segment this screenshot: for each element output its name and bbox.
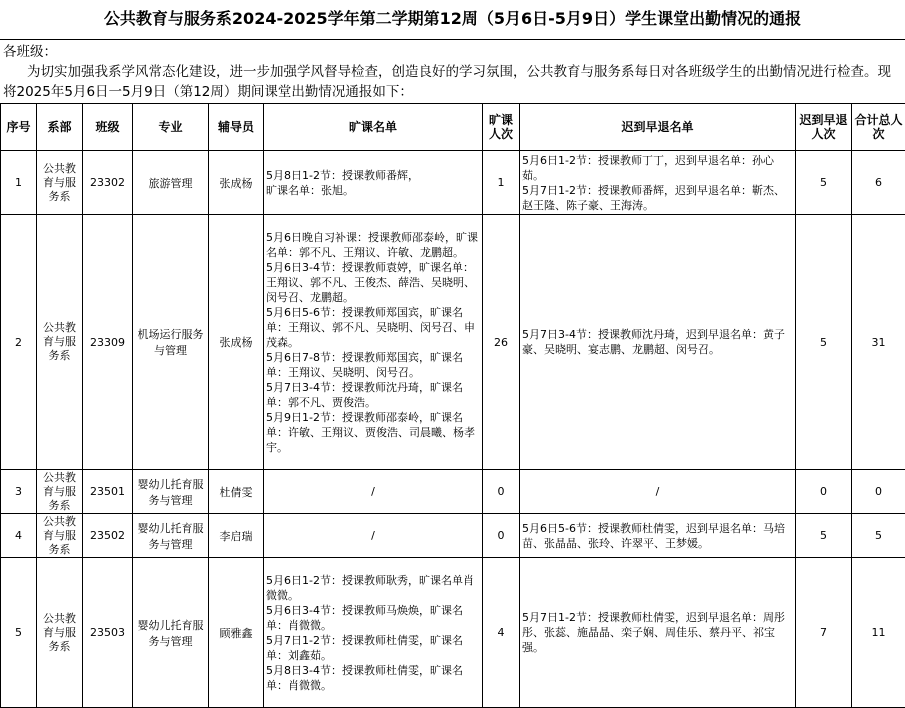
row-absent-list-cell bbox=[264, 215, 483, 470]
row-absent-count-cell: 1 bbox=[483, 151, 520, 215]
row-absent-list-line: 5月6日5-6节：授课教师郑国宾，旷课名单：王翔议、郭不凡、吴晓明、闵号召、申茂森。 bbox=[266, 305, 480, 350]
row-total-cell: 11 bbox=[852, 558, 905, 708]
row-absent-list-cell bbox=[264, 470, 483, 514]
header-late-count: 迟到早退人次 bbox=[796, 104, 852, 151]
row-class-cell: 23302 bbox=[83, 151, 133, 215]
table-body bbox=[1, 151, 905, 708]
table-row bbox=[1, 558, 905, 708]
row-dept-cell: 公共教育与服务系 bbox=[37, 470, 83, 514]
header-major: 专业 bbox=[133, 104, 209, 151]
header-late-list: 迟到早退名单 bbox=[520, 104, 796, 151]
row-major-cell: 婴幼儿托育服务与管理 bbox=[133, 514, 209, 558]
row-absent-list-cell bbox=[264, 151, 483, 215]
row-absent-list-line: 5月6日晚自习补课：授课教师邵泰岭，旷课名单：郭不凡、王翔议、许敏、龙鹏超。 bbox=[266, 230, 480, 260]
row-major-cell: 婴幼儿托育服务与管理 bbox=[133, 470, 209, 514]
row-absent-list-line: 5月8日3-4节：授课教师杜倩雯，旷课名单：肖微微。 bbox=[266, 663, 480, 693]
row-absent-count-cell: 4 bbox=[483, 558, 520, 708]
header-total: 合计总人次 bbox=[852, 104, 905, 151]
header-counselor: 辅导员 bbox=[209, 104, 264, 151]
attendance-table bbox=[0, 103, 905, 708]
row-absent-list-line: / bbox=[266, 485, 480, 498]
row-late-list-cell bbox=[520, 514, 796, 558]
table-row bbox=[1, 151, 905, 215]
row-total-cell: 5 bbox=[852, 514, 905, 558]
row-late-list-cell bbox=[520, 215, 796, 470]
row-absent-list-line: 5月9日1-2节：授课教师邵泰岭，旷课名单：许敏、王翔议、贾俊浩、司晨曦、杨孝宇。 bbox=[266, 410, 480, 455]
row-major-cell: 机场运行服务与管理 bbox=[133, 215, 209, 470]
row-seq-cell: 4 bbox=[1, 514, 37, 558]
row-counselor-cell: 张成杨 bbox=[209, 215, 264, 470]
row-late-count-cell: 5 bbox=[796, 151, 852, 215]
row-absent-list-line: / bbox=[266, 529, 480, 542]
row-late-count-cell: 0 bbox=[796, 470, 852, 514]
row-absent-list-line: 5月6日7-8节：授课教师郑国宾，旷课名单：王翔议、吴晓明、闵号召。 bbox=[266, 350, 480, 380]
row-dept-cell: 公共教育与服务系 bbox=[37, 558, 83, 708]
row-class-cell: 23503 bbox=[83, 558, 133, 708]
header-absent-list: 旷课名单 bbox=[264, 104, 483, 151]
row-seq-cell: 5 bbox=[1, 558, 37, 708]
row-absent-list-line: 5月6日3-4节：授课教师袁婷，旷课名单：王翔议、郭不凡、王俊杰、薛浩、吴晓明、闵号召、龙鹏超。 bbox=[266, 260, 480, 305]
row-major-cell: 婴幼儿托育服务与管理 bbox=[133, 558, 209, 708]
row-absent-list-line: 5月8日1-2节：授课教师番辉， bbox=[266, 168, 480, 183]
row-total-cell: 31 bbox=[852, 215, 905, 470]
row-absent-count-cell: 0 bbox=[483, 470, 520, 514]
row-total-cell: 0 bbox=[852, 470, 905, 514]
row-class-cell: 23309 bbox=[83, 215, 133, 470]
header-absent-count: 旷课人次 bbox=[483, 104, 520, 151]
row-absent-list-line: 5月7日1-2节：授课教师杜倩雯，旷课名单：刘鑫茹。 bbox=[266, 633, 480, 663]
row-absent-count-cell: 26 bbox=[483, 215, 520, 470]
row-seq-cell: 2 bbox=[1, 215, 37, 470]
row-late-list-line: 5月6日5-6节：授课教师杜倩雯，迟到早退名单：马培苗、张晶晶、张玲、许翠平、王梦媛。 bbox=[522, 521, 793, 551]
row-dept-cell: 公共教育与服务系 bbox=[37, 215, 83, 470]
row-late-list-line: / bbox=[522, 485, 793, 498]
header-class: 班级 bbox=[83, 104, 133, 151]
row-late-count-cell: 5 bbox=[796, 215, 852, 470]
row-major-cell: 旅游管理 bbox=[133, 151, 209, 215]
table-row bbox=[1, 514, 905, 558]
table-row bbox=[1, 470, 905, 514]
row-counselor-cell: 李启瑞 bbox=[209, 514, 264, 558]
row-counselor-cell: 杜倩雯 bbox=[209, 470, 264, 514]
row-absent-list-cell bbox=[264, 558, 483, 708]
table-row bbox=[1, 215, 905, 470]
header-dept: 系部 bbox=[37, 104, 83, 151]
row-late-count-cell: 5 bbox=[796, 514, 852, 558]
row-absent-list-line: 5月7日3-4节：授课教师沈丹琦，旷课名单：郭不凡、贾俊浩。 bbox=[266, 380, 480, 410]
row-dept-cell: 公共教育与服务系 bbox=[37, 514, 83, 558]
intro-greeting: 各班级： bbox=[3, 42, 901, 62]
row-late-list-cell bbox=[520, 558, 796, 708]
table-header-row bbox=[1, 104, 905, 151]
row-late-count-cell: 7 bbox=[796, 558, 852, 708]
header-seq: 序号 bbox=[1, 104, 37, 151]
row-late-list-cell bbox=[520, 151, 796, 215]
row-absent-count-cell: 0 bbox=[483, 514, 520, 558]
row-absent-list-line: 5月6日1-2节：授课教师耿秀，旷课名单肖微微。 bbox=[266, 573, 480, 603]
row-total-cell: 6 bbox=[852, 151, 905, 215]
row-class-cell: 23502 bbox=[83, 514, 133, 558]
row-absent-list-cell bbox=[264, 514, 483, 558]
intro-paragraph: 为切实加强我系学风常态化建设，进一步加强学风督导检查，创造良好的学习氛围，公共教育与服务系每日对各班级学生的出勤情况进行检查。现将2025年5月6日一5月9日（第12周）期间课堂出勤情况通报如下： bbox=[3, 62, 901, 102]
row-late-list-line: 5月7日3-4节：授课教师沈丹琦，迟到早退名单：黄子豪、吴晓明、宴志鹏、龙鹏超、闵号召。 bbox=[522, 327, 793, 357]
row-late-list-line: 5月7日1-2节：授课教师番辉，迟到早退名单：靳杰、赵王隆、陈子豪、王海涛。 bbox=[522, 183, 793, 213]
row-late-list-line: 5月6日1-2节：授课教师丁丁，迟到早退名单：孙心茹。 bbox=[522, 153, 793, 183]
row-counselor-cell: 顾雅鑫 bbox=[209, 558, 264, 708]
row-absent-list-line: 5月6日3-4节：授课教师马焕焕，旷课名单：肖微微。 bbox=[266, 603, 480, 633]
row-counselor-cell: 张成杨 bbox=[209, 151, 264, 215]
row-dept-cell: 公共教育与服务系 bbox=[37, 151, 83, 215]
row-class-cell: 23501 bbox=[83, 470, 133, 514]
report-intro bbox=[3, 42, 901, 102]
row-late-list-cell bbox=[520, 470, 796, 514]
row-seq-cell: 3 bbox=[1, 470, 37, 514]
row-absent-list-line: 旷课名单：张旭。 bbox=[266, 183, 480, 198]
row-late-list-line: 5月7日1-2节：授课教师杜倩雯，迟到早退名单：周彤彤、张蕊、施晶晶、栾子娴、周佳乐、蔡丹平、祁宝强。 bbox=[522, 610, 793, 655]
row-seq-cell: 1 bbox=[1, 151, 37, 215]
report-title: 公共教育与服务系2024-2025学年第二学期第12周（5月6日-5月9日）学生课堂出勤情况的通报 bbox=[0, 0, 905, 40]
